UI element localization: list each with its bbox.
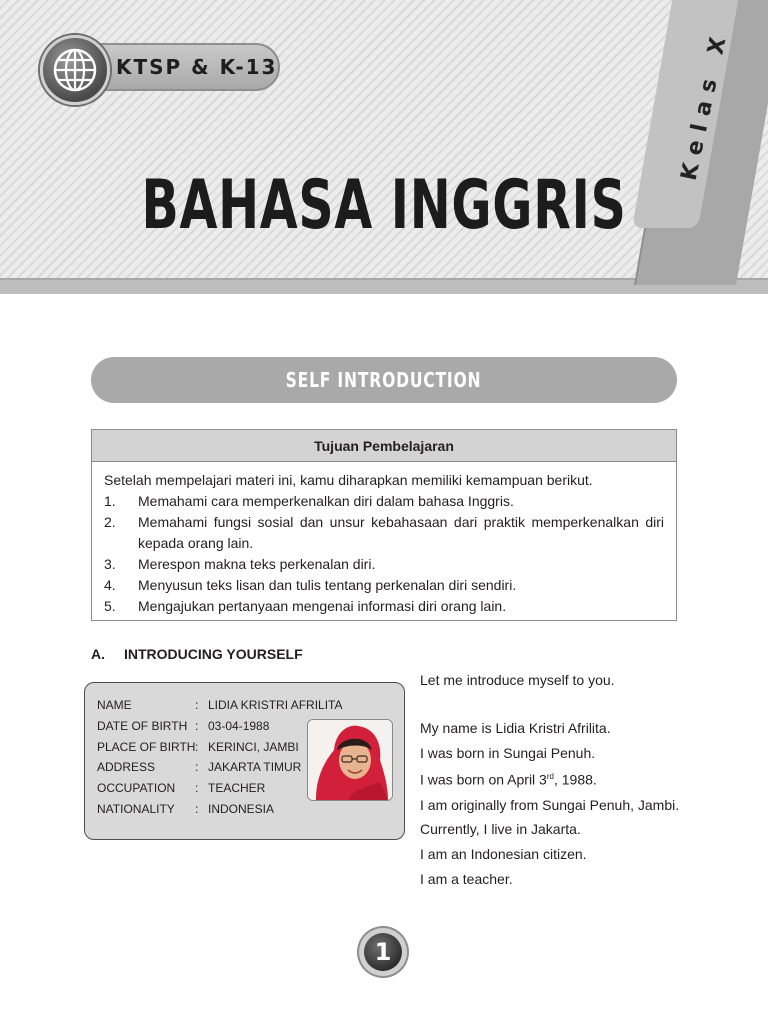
identity-value: JAKARTA TIMUR — [208, 760, 302, 775]
page-number-badge — [359, 928, 407, 976]
identity-value: 03-04-1988 — [208, 718, 270, 733]
objectives-heading: Tujuan Pembelajaran — [92, 430, 676, 462]
objective-item — [104, 491, 664, 512]
identity-label: PLACE OF BIRTH — [97, 739, 196, 754]
objectives-list — [104, 491, 664, 617]
identity-label: NAME — [97, 698, 132, 712]
book-title: BAHASA INGGRIS — [141, 166, 627, 245]
narrative-birthdate — [420, 765, 720, 792]
birthdate-prefix: I was born on April 3 — [420, 772, 547, 789]
narrative-residence: Currently, I live in Jakarta. — [420, 821, 581, 838]
identity-label: ADDRESS — [97, 760, 156, 775]
identity-row — [97, 716, 342, 737]
narrative-citizenship: I am an Indonesian citizen. — [420, 846, 587, 863]
objectives-body — [92, 462, 676, 617]
objective-item — [104, 554, 664, 575]
section-banner — [91, 357, 677, 403]
identity-value: INDONESIA — [208, 801, 275, 816]
identity-value: KERINCI, JAMBI — [208, 739, 299, 754]
identity-row — [97, 799, 342, 820]
self-introduction-text — [420, 668, 720, 892]
objective-text: Memahami fungsi sosial dan unsur kebahasaan dari praktik memperkenalkan diri kepada orang lain. — [138, 514, 664, 551]
identity-card — [84, 682, 405, 840]
objectives-intro: Setelah mempelajari materi ini, kamu diharapkan memiliki kemampuan berikut. — [104, 472, 593, 488]
objective-item — [104, 575, 664, 596]
identity-colon: : — [195, 781, 199, 796]
page-number: 1 — [364, 933, 402, 971]
objective-text: Menyusun teks lisan dan tulis tentang perkenalan diri sendiri. — [138, 577, 517, 593]
objective-number: 5. — [104, 598, 116, 614]
identity-colon: : — [195, 718, 199, 733]
identity-row — [97, 757, 342, 778]
identity-label: DATE OF BIRTH — [97, 718, 188, 733]
objective-text: Memahami cara memperkenalkan diri dalam bahasa Inggris. — [138, 493, 514, 509]
narrative-birthplace: I was born in Sungai Penuh. — [420, 744, 596, 761]
objective-item — [104, 512, 664, 554]
identity-label: NATIONALITY — [97, 801, 175, 816]
identity-row — [97, 695, 342, 716]
section-a-title: INTRODUCING YOURSELF — [124, 646, 303, 662]
section-a-heading — [91, 646, 303, 662]
narrative-name: My name is Lidia Kristri Afrilita. — [420, 720, 611, 736]
identity-row — [97, 778, 342, 799]
objective-text: Merespon makna teks perkenalan diri. — [138, 556, 376, 572]
birthdate-suffix: , 1988. — [553, 772, 597, 789]
section-title: SELF INTRODUCTION — [286, 368, 482, 392]
profile-photo — [307, 719, 393, 801]
objective-text: Mengajukan pertanyaan mengenai informasi diri orang lain. — [138, 598, 507, 614]
identity-row — [97, 737, 342, 758]
grade-label: Kelas X — [676, 26, 734, 183]
objective-number: 3. — [104, 556, 116, 572]
narrative-origin: I am originally from Sungai Penuh, Jambi. — [420, 796, 680, 813]
objective-number: 1. — [104, 493, 116, 509]
objective-item — [104, 596, 664, 617]
identity-colon: : — [195, 760, 199, 775]
curriculum-label: KTSP & K-13 — [116, 55, 278, 79]
narrative-occupation: I am a teacher. — [420, 870, 513, 887]
identity-value: LIDIA KRISTRI AFRILITA — [208, 698, 343, 712]
identity-colon: : — [195, 739, 199, 754]
identity-rows — [97, 695, 342, 820]
identity-colon: : — [195, 698, 199, 712]
objective-number: 2. — [104, 514, 116, 530]
identity-label: OCCUPATION — [97, 781, 176, 796]
section-a-letter: A. — [91, 646, 105, 662]
identity-colon: : — [195, 801, 199, 816]
birthdate-ordinal: rd — [546, 772, 554, 782]
learning-objectives-box — [91, 429, 677, 621]
identity-value: TEACHER — [208, 781, 266, 796]
globe-icon — [40, 35, 110, 105]
narrative-intro: Let me introduce myself to you. — [420, 672, 615, 688]
objective-number: 4. — [104, 577, 116, 593]
